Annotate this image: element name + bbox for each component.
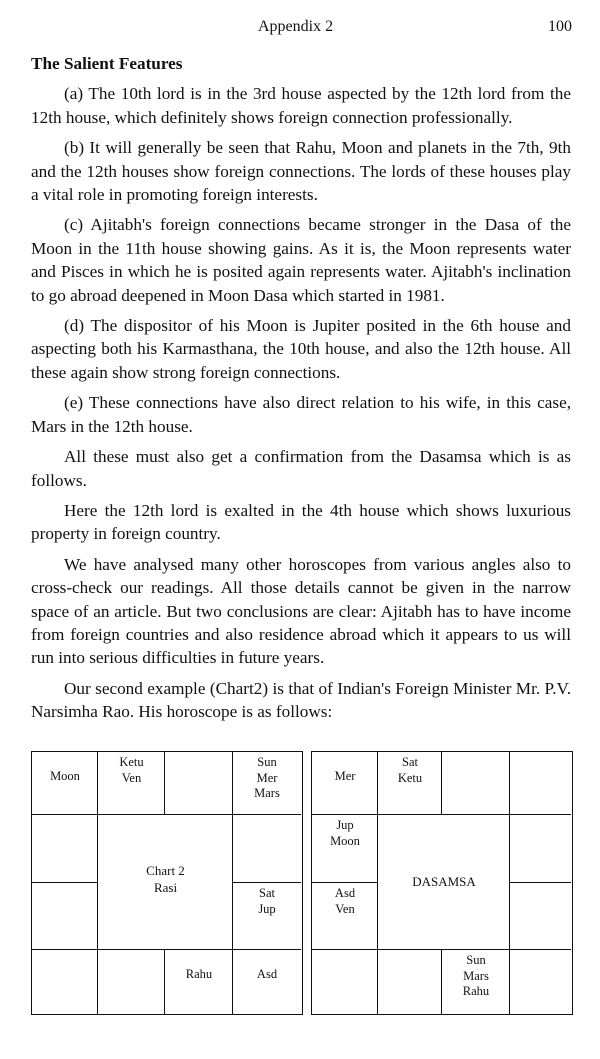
chart-house-r1c0 <box>312 815 378 883</box>
chart-house-r0c3 <box>233 752 301 815</box>
rasi-center-label <box>98 862 233 896</box>
planet-label: Sun <box>257 755 277 769</box>
page-number: 100 <box>548 18 572 35</box>
dasamsa-chart <box>311 751 573 1015</box>
dasamsa-center-label: DASAMSA <box>412 874 476 889</box>
planet-label: Rahu <box>462 984 490 998</box>
chart-house-r1c0 <box>32 815 98 883</box>
planet-label: Sat <box>402 755 418 769</box>
chart-house-r3c3 <box>233 950 301 1014</box>
rasi-chart <box>31 751 303 1015</box>
planet-label: Ven <box>335 901 355 916</box>
planet-label: Ketu <box>119 755 144 769</box>
planet-label: Mer <box>334 769 356 783</box>
chart-house-r0c2 <box>165 752 233 815</box>
paragraph-second-example: Our second example (Chart2) is that of Indian's Foreign Minister Mr. P.V. Narsimha Rao. His horoscope is as follows: <box>31 678 571 722</box>
chart-house-r3c1 <box>378 950 442 1014</box>
planet-label: Mars <box>463 968 489 983</box>
planet-label: Moon <box>50 769 80 783</box>
chart-house-r3c2 <box>165 950 233 1014</box>
paragraph-confirmation: All these must also get a confirmation from the Dasamsa which is as follows. <box>31 447 571 490</box>
planet-label: Ven <box>121 770 142 785</box>
paragraph-b: (b) It will generally be seen that Rahu, Moon and planets in the 7th, 9th and the 12th houses show foreign connections. The lords of these houses play a vital role in promoting foreign interests. <box>31 138 571 205</box>
section-heading: The Salient Features <box>31 54 183 73</box>
planet-label: Sun <box>466 953 486 967</box>
rasi-chart-number: Chart 2 <box>146 863 185 878</box>
planet-label: Rahu <box>185 967 213 981</box>
chart-house-r1c3 <box>233 815 301 883</box>
chart-house-r2c3 <box>233 883 301 950</box>
paragraph-c: (c) Ajitabh's foreign connections became stronger in the Dasa of the Moon in the 11th house showing gains. As it is, the Moon represents water and Pisces in which he is posited again represents water. Ajitabh's inclination to go abroad deepened in Moon Dasa which started in 1981. <box>31 215 571 305</box>
planet-label: Jup <box>336 818 354 832</box>
planet-label: Mars <box>254 786 280 800</box>
planet-label: Asd <box>334 886 356 900</box>
paragraph-e: (e) These connections have also direct relation to his wife, in this case, Mars in the 12th house. <box>31 393 571 436</box>
planet-label: Moon <box>330 833 360 848</box>
running-title: Appendix 2 <box>258 18 334 35</box>
planet-label: Sat <box>259 886 275 900</box>
chart-house-r2c3 <box>510 883 571 950</box>
horoscope-charts <box>31 751 571 1015</box>
body-text <box>31 52 571 729</box>
chart-house-r0c0 <box>32 752 98 815</box>
planet-label: Mer <box>256 770 278 785</box>
planet-label: Asd <box>256 967 278 981</box>
chart-house-r1c3 <box>510 815 571 883</box>
planet-label: Jup <box>258 901 276 916</box>
chart-house-r2c0 <box>312 883 378 950</box>
chart-house-r3c2 <box>442 950 510 1014</box>
paragraph-a: (a) The 10th lord is in the 3rd house aspected by the 12th lord from the 12th house, which definitely shows foreign connection professionally. <box>31 84 571 127</box>
paragraph-analysis: We have analysed many other horoscopes from various angles also to cross-check our readings. All those details cannot be given in the narrow space of an article. But two conclusions are clear: Ajitabh has to have income from foreign countries and also residence abroad which it appears to us will run into serious difficulties in future years. <box>31 554 571 668</box>
chart-house-r0c2 <box>442 752 510 815</box>
chart-house-r0c0 <box>312 752 378 815</box>
paragraph-d: (d) The dispositor of his Moon is Jupiter posited in the 6th house and aspecting both his Karmasthana, the 10th house, and also the 12th house. All these again show strong foreign connections. <box>31 316 571 382</box>
chart-house-r3c3 <box>510 950 571 1014</box>
chart-house-r2c0 <box>32 883 98 950</box>
chart-house-r3c0 <box>312 950 378 1014</box>
rasi-chart-title: Rasi <box>153 880 178 895</box>
chart-house-r0c3 <box>510 752 571 815</box>
chart-house-r0c1 <box>98 752 165 815</box>
chart-house-r3c0 <box>32 950 98 1014</box>
planet-label: Ketu <box>397 770 423 785</box>
paragraph-12th-lord: Here the 12th lord is exalted in the 4th house which shows luxurious property in foreign country. <box>31 500 571 544</box>
chart-house-r3c1 <box>98 950 165 1014</box>
chart-house-r0c1 <box>378 752 442 815</box>
